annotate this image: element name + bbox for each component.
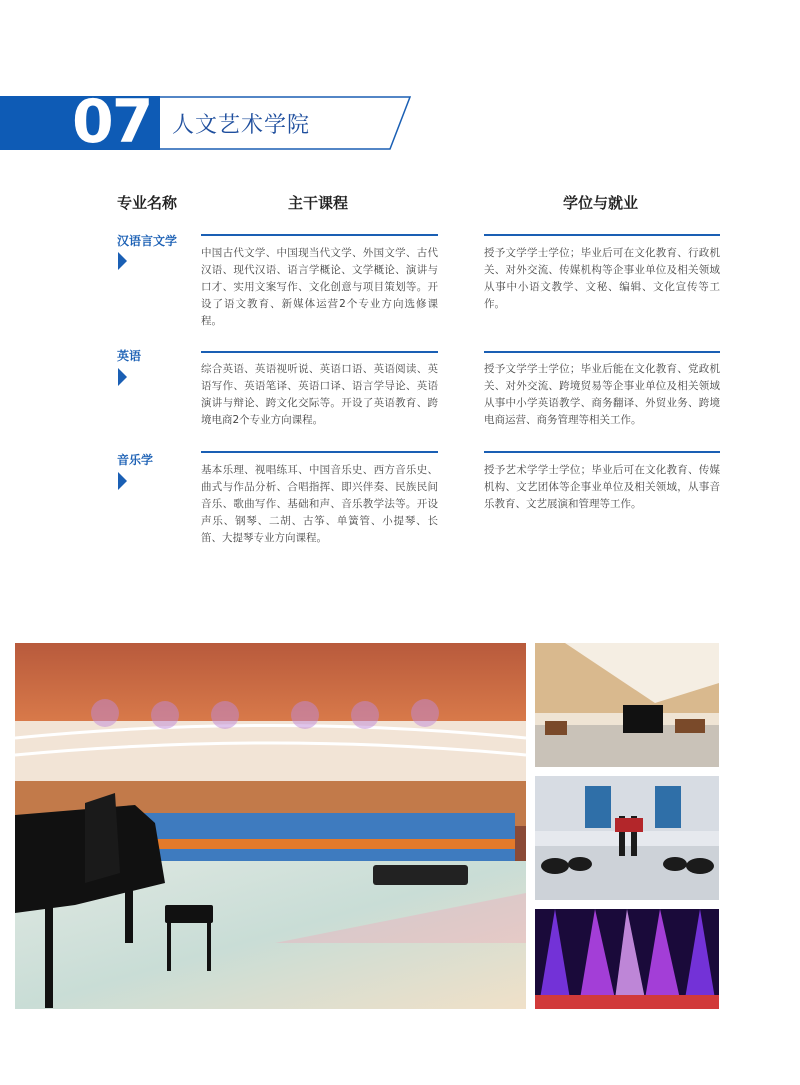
- arrow-right-icon: [118, 368, 127, 386]
- divider: [484, 451, 720, 453]
- major-career: 授予艺术学学士学位；毕业后可在文化教育、传媒机构、文艺团体等企事业单位及相关领域，从事音乐教育、文艺展演和管理等工作。: [484, 464, 720, 510]
- divider: [201, 451, 438, 453]
- stage-lights-photo: [535, 909, 719, 1009]
- divider: [201, 351, 438, 353]
- major-courses: 综合英语、英语视听说、英语口语、英语阅读、英语写作、英语笔译、英语口译、语言学导论、英语演讲与辩论、跨文化交际等。开设了英语教育、跨境电商2个专业方向课程。: [201, 363, 438, 426]
- arrow-right-icon: [118, 472, 127, 490]
- chapter-number: 07: [72, 87, 152, 157]
- concert-hall-photo: [15, 643, 526, 1009]
- major-career: 授予文学学士学位；毕业后可在文化教育、行政机关、对外交流、传媒机构等企事业单位及相关领域从事中小语文教学、文秘、编辑、文化宣传等工作。: [484, 247, 720, 310]
- major-career: 授予文学学士学位；毕业后能在文化教育、党政机关、对外交流、跨境贸易等企事业单位及相关领域从事中小学英语教学、商务翻译、外贸业务、跨境电商运营、商务管理等相关工作。: [484, 363, 720, 426]
- major-courses: 基本乐理、视唱练耳、中国音乐史、西方音乐史、曲式与作品分析、合唱指挥、即兴伴奏、民族民间音乐、歌曲写作、基础和声、音乐教学法等。开设声乐、钢琴、二胡、古筝、单簧管、小提琴、长笛、大提琴专业方向课程。: [201, 464, 438, 544]
- chapter-title: 人文艺术学院: [172, 113, 311, 138]
- major-name: 音乐学: [117, 453, 154, 467]
- divider: [484, 234, 720, 236]
- column-header-career: 学位与就业: [563, 194, 639, 212]
- piano-class-photo: [535, 643, 719, 767]
- column-header-courses: 主干课程: [288, 194, 349, 212]
- major-courses: 中国古代文学、中国现当代文学、外国文学、古代汉语、现代汉语、语言学概论、文学概论、演讲与口才、实用文案写作、文化创意与项目策划等。开设了语文教育、新媒体运营2个专业方向选修课程。: [201, 247, 438, 327]
- major-name: 汉语言文学: [117, 234, 178, 248]
- major-name: 英语: [117, 349, 142, 363]
- arrow-right-icon: [118, 252, 127, 270]
- divider: [201, 234, 438, 236]
- divider: [484, 351, 720, 353]
- dance-class-photo: [535, 776, 719, 900]
- column-header-major: 专业名称: [117, 194, 178, 212]
